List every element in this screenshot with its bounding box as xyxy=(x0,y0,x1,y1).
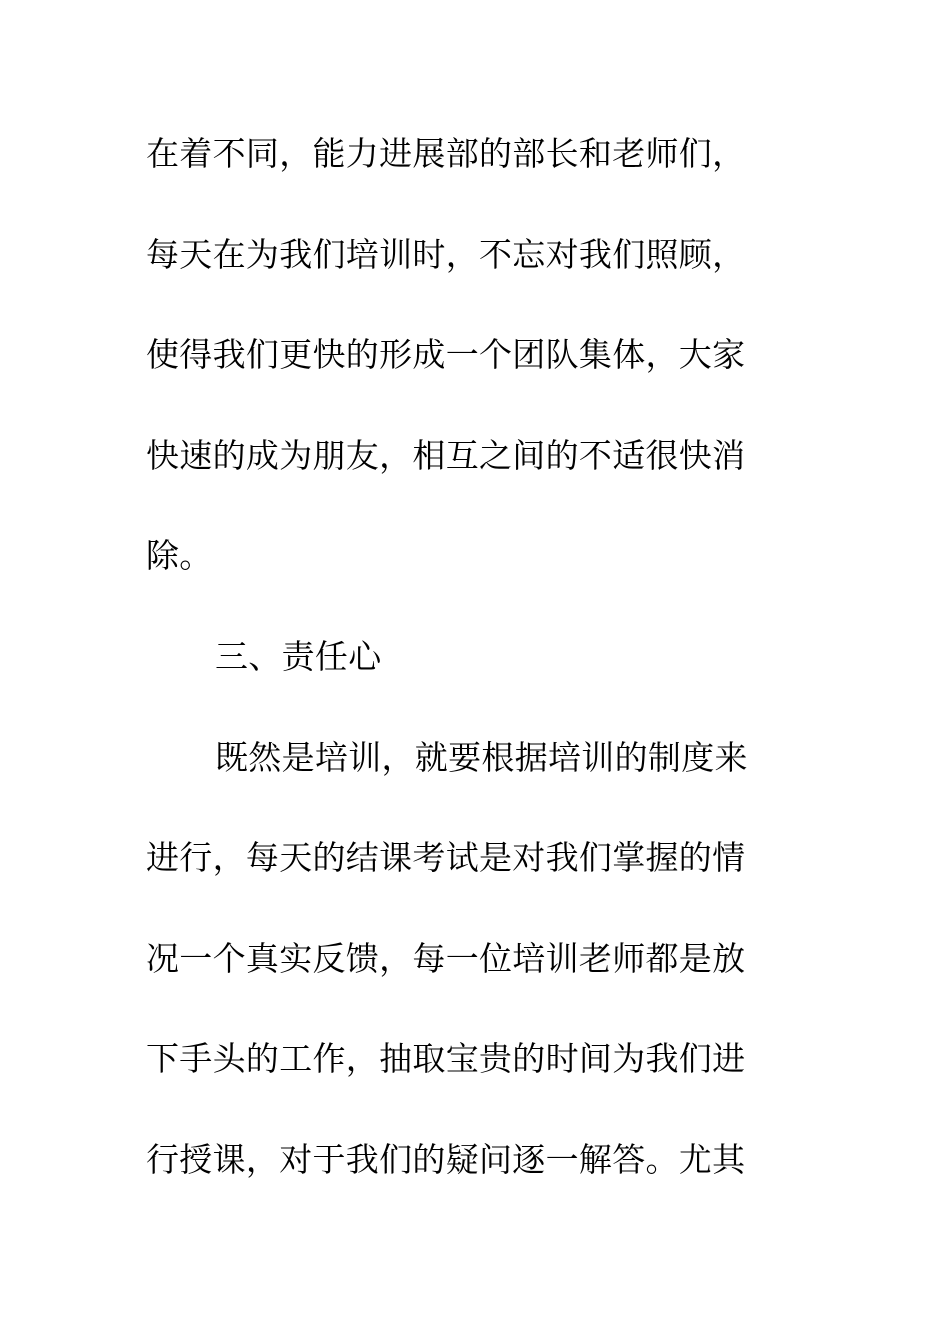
text-line-11: 行授课，对于我们的疑问逐一解答。尤其 xyxy=(146,1139,746,1179)
text-line-8: 进行，每天的结课考试是对我们掌握的情 xyxy=(146,838,746,878)
text-line-4: 快速的成为朋友，相互之间的不适很快消 xyxy=(146,435,746,475)
text-line-7: 既然是培训，就要根据培训的制度来 xyxy=(215,737,748,777)
section-heading: 三、责任心 xyxy=(215,636,382,676)
text-line-10: 下手头的工作，抽取宝贵的时间为我们进 xyxy=(146,1039,746,1079)
text-line-2: 每天在为我们培训时，不忘对我们照顾， xyxy=(146,234,746,274)
text-line-3: 使得我们更快的形成一个团队集体，大家 xyxy=(146,335,746,375)
body-text xyxy=(146,124,786,1231)
text-line-1: 在着不同，能力进展部的部长和老师们， xyxy=(146,134,746,173)
text-line-9: 况一个真实反馈，每一位培训老师都是放 xyxy=(146,938,746,978)
text-line-5: 除。 xyxy=(146,536,213,576)
